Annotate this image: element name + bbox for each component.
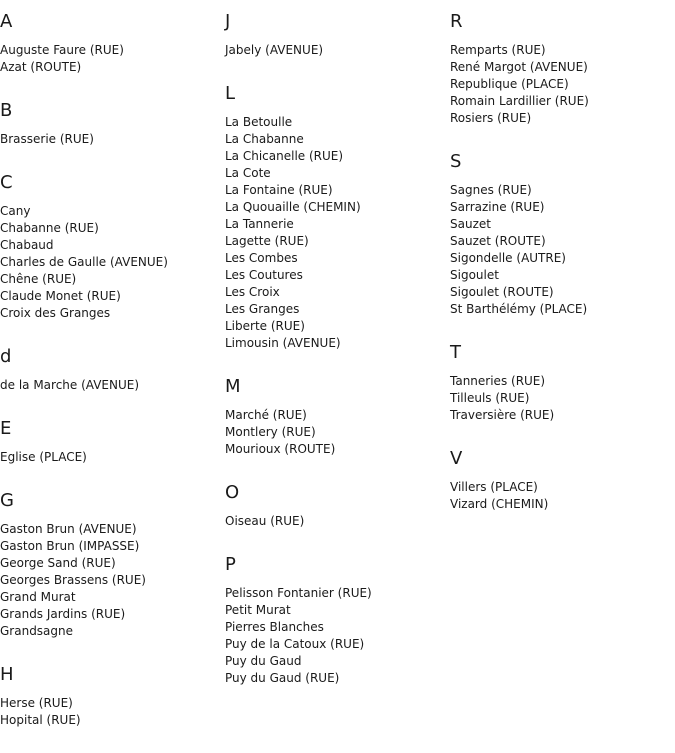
letter-heading: C: [0, 172, 13, 193]
street-list: [450, 479, 675, 513]
street-list: [450, 373, 675, 424]
street-link[interactable]: Les Croix: [225, 285, 280, 299]
letter-heading: S: [450, 151, 462, 172]
street-link[interactable]: Puy de la Catoux (RUE): [225, 637, 365, 651]
street-list: [450, 42, 675, 127]
street-link[interactable]: Marché (RUE): [225, 408, 307, 422]
street-link[interactable]: Les Combes: [225, 251, 298, 265]
street-link[interactable]: Sauzet: [450, 217, 491, 231]
street-link[interactable]: Chabaud: [0, 238, 54, 252]
street-link[interactable]: Grand Murat: [0, 590, 76, 604]
street-list: [0, 42, 225, 76]
street-list: [0, 449, 225, 466]
letter-heading: B: [0, 100, 13, 121]
index-column-3: [450, 11, 675, 537]
street-link[interactable]: Grandsagne: [0, 624, 74, 638]
street-link[interactable]: Petit Murat: [225, 603, 291, 617]
street-list: [0, 377, 225, 394]
street-link[interactable]: Chêne (RUE): [0, 272, 77, 286]
street-link[interactable]: La Chabanne: [225, 132, 304, 146]
street-link[interactable]: George Sand (RUE): [0, 556, 116, 570]
street-list: [0, 521, 225, 640]
letter-group: [450, 151, 675, 318]
street-link[interactable]: Claude Monet (RUE): [0, 289, 121, 303]
street-link[interactable]: La Cote: [225, 166, 271, 180]
letter-heading: E: [0, 418, 12, 439]
street-list: [225, 513, 450, 530]
letter-group: [450, 342, 675, 424]
street-link[interactable]: Gaston Brun (IMPASSE): [0, 539, 140, 553]
street-link[interactable]: Tilleuls (RUE): [450, 391, 530, 405]
street-link[interactable]: Republique (PLACE): [450, 77, 569, 91]
street-link[interactable]: Eglise (PLACE): [0, 450, 87, 464]
letter-group: [450, 448, 675, 513]
street-link[interactable]: Cany: [0, 204, 31, 218]
street-link[interactable]: de la Marche (AVENUE): [0, 378, 140, 392]
letter-heading: L: [225, 83, 236, 104]
letter-group: [0, 418, 225, 466]
street-link[interactable]: Sigoulet (ROUTE): [450, 285, 554, 299]
index-column-2: [225, 11, 450, 711]
street-link[interactable]: Remparts (RUE): [450, 43, 546, 57]
letter-group: [0, 100, 225, 148]
index-column-1: [0, 11, 225, 753]
street-link[interactable]: Hopital (RUE): [0, 713, 81, 727]
street-link[interactable]: Auguste Faure (RUE): [0, 43, 124, 57]
street-link[interactable]: La Chicanelle (RUE): [225, 149, 344, 163]
street-link[interactable]: La Tannerie: [225, 217, 294, 231]
letter-heading: O: [225, 482, 240, 503]
letter-heading: M: [225, 376, 241, 397]
street-link[interactable]: Sauzet (ROUTE): [450, 234, 546, 248]
street-link[interactable]: Brasserie (RUE): [0, 132, 94, 146]
letter-group: [0, 346, 225, 394]
letter-group: [225, 554, 450, 687]
street-list: [0, 203, 225, 322]
street-link[interactable]: Puy du Gaud (RUE): [225, 671, 340, 685]
street-link[interactable]: Vizard (CHEMIN): [450, 497, 549, 511]
letter-heading: V: [450, 448, 463, 469]
street-link[interactable]: Jabely (AVENUE): [225, 43, 324, 57]
street-list: [225, 114, 450, 352]
street-link[interactable]: Traversière (RUE): [450, 408, 555, 422]
letter-heading: R: [450, 11, 463, 32]
street-link[interactable]: Croix des Granges: [0, 306, 111, 320]
street-link[interactable]: Herse (RUE): [0, 696, 73, 710]
street-link[interactable]: Liberte (RUE): [225, 319, 305, 333]
letter-heading: T: [450, 342, 461, 363]
street-link[interactable]: Sigondelle (AUTRE): [450, 251, 566, 265]
street-link[interactable]: Rosiers (RUE): [450, 111, 532, 125]
street-link[interactable]: St Barthélémy (PLACE): [450, 302, 588, 316]
street-link[interactable]: Gaston Brun (AVENUE): [0, 522, 137, 536]
street-list: [225, 42, 450, 59]
letter-group: [450, 11, 675, 127]
street-link[interactable]: Pelisson Fontanier (RUE): [225, 586, 372, 600]
street-link[interactable]: Pierres Blanches: [225, 620, 324, 634]
street-list: [0, 695, 225, 729]
street-link[interactable]: Lagette (RUE): [225, 234, 309, 248]
street-link[interactable]: Oiseau (RUE): [225, 514, 305, 528]
street-link[interactable]: Azat (ROUTE): [0, 60, 82, 74]
street-list: [450, 182, 675, 318]
letter-heading: J: [225, 11, 231, 32]
street-list: [225, 407, 450, 458]
street-link[interactable]: Sagnes (RUE): [450, 183, 532, 197]
street-link[interactable]: Chabanne (RUE): [0, 221, 99, 235]
street-link[interactable]: Villers (PLACE): [450, 480, 538, 494]
street-link[interactable]: Tanneries (RUE): [450, 374, 546, 388]
letter-group: [0, 490, 225, 640]
letter-heading: H: [0, 664, 14, 685]
street-link[interactable]: Les Granges: [225, 302, 300, 316]
letter-heading: P: [225, 554, 236, 575]
street-link[interactable]: René Margot (AVENUE): [450, 60, 588, 74]
street-link[interactable]: Mourioux (ROUTE): [225, 442, 336, 456]
letter-group: [0, 664, 225, 729]
street-link[interactable]: Puy du Gaud: [225, 654, 302, 668]
street-link[interactable]: Les Coutures: [225, 268, 303, 282]
street-list: [0, 131, 225, 148]
street-link[interactable]: Grands Jardins (RUE): [0, 607, 126, 621]
letter-group: [225, 11, 450, 59]
letter-group: [225, 482, 450, 530]
street-link[interactable]: Charles de Gaulle (AVENUE): [0, 255, 168, 269]
letter-heading: d: [0, 346, 12, 367]
street-link[interactable]: La Betoulle: [225, 115, 293, 129]
street-link[interactable]: Montlery (RUE): [225, 425, 316, 439]
street-link[interactable]: La Quouaille (CHEMIN): [225, 200, 361, 214]
letter-heading: A: [0, 11, 13, 32]
letter-heading: G: [0, 490, 14, 511]
street-link[interactable]: Georges Brassens (RUE): [0, 573, 146, 587]
street-link[interactable]: Sarrazine (RUE): [450, 200, 545, 214]
letter-group: [0, 172, 225, 322]
street-link[interactable]: Sigoulet: [450, 268, 499, 282]
letter-group: [0, 11, 225, 76]
street-link[interactable]: Romain Lardillier (RUE): [450, 94, 589, 108]
street-link[interactable]: Limousin (AVENUE): [225, 336, 341, 350]
letter-group: [225, 376, 450, 458]
street-link[interactable]: La Fontaine (RUE): [225, 183, 333, 197]
letter-group: [225, 83, 450, 352]
street-list: [225, 585, 450, 687]
